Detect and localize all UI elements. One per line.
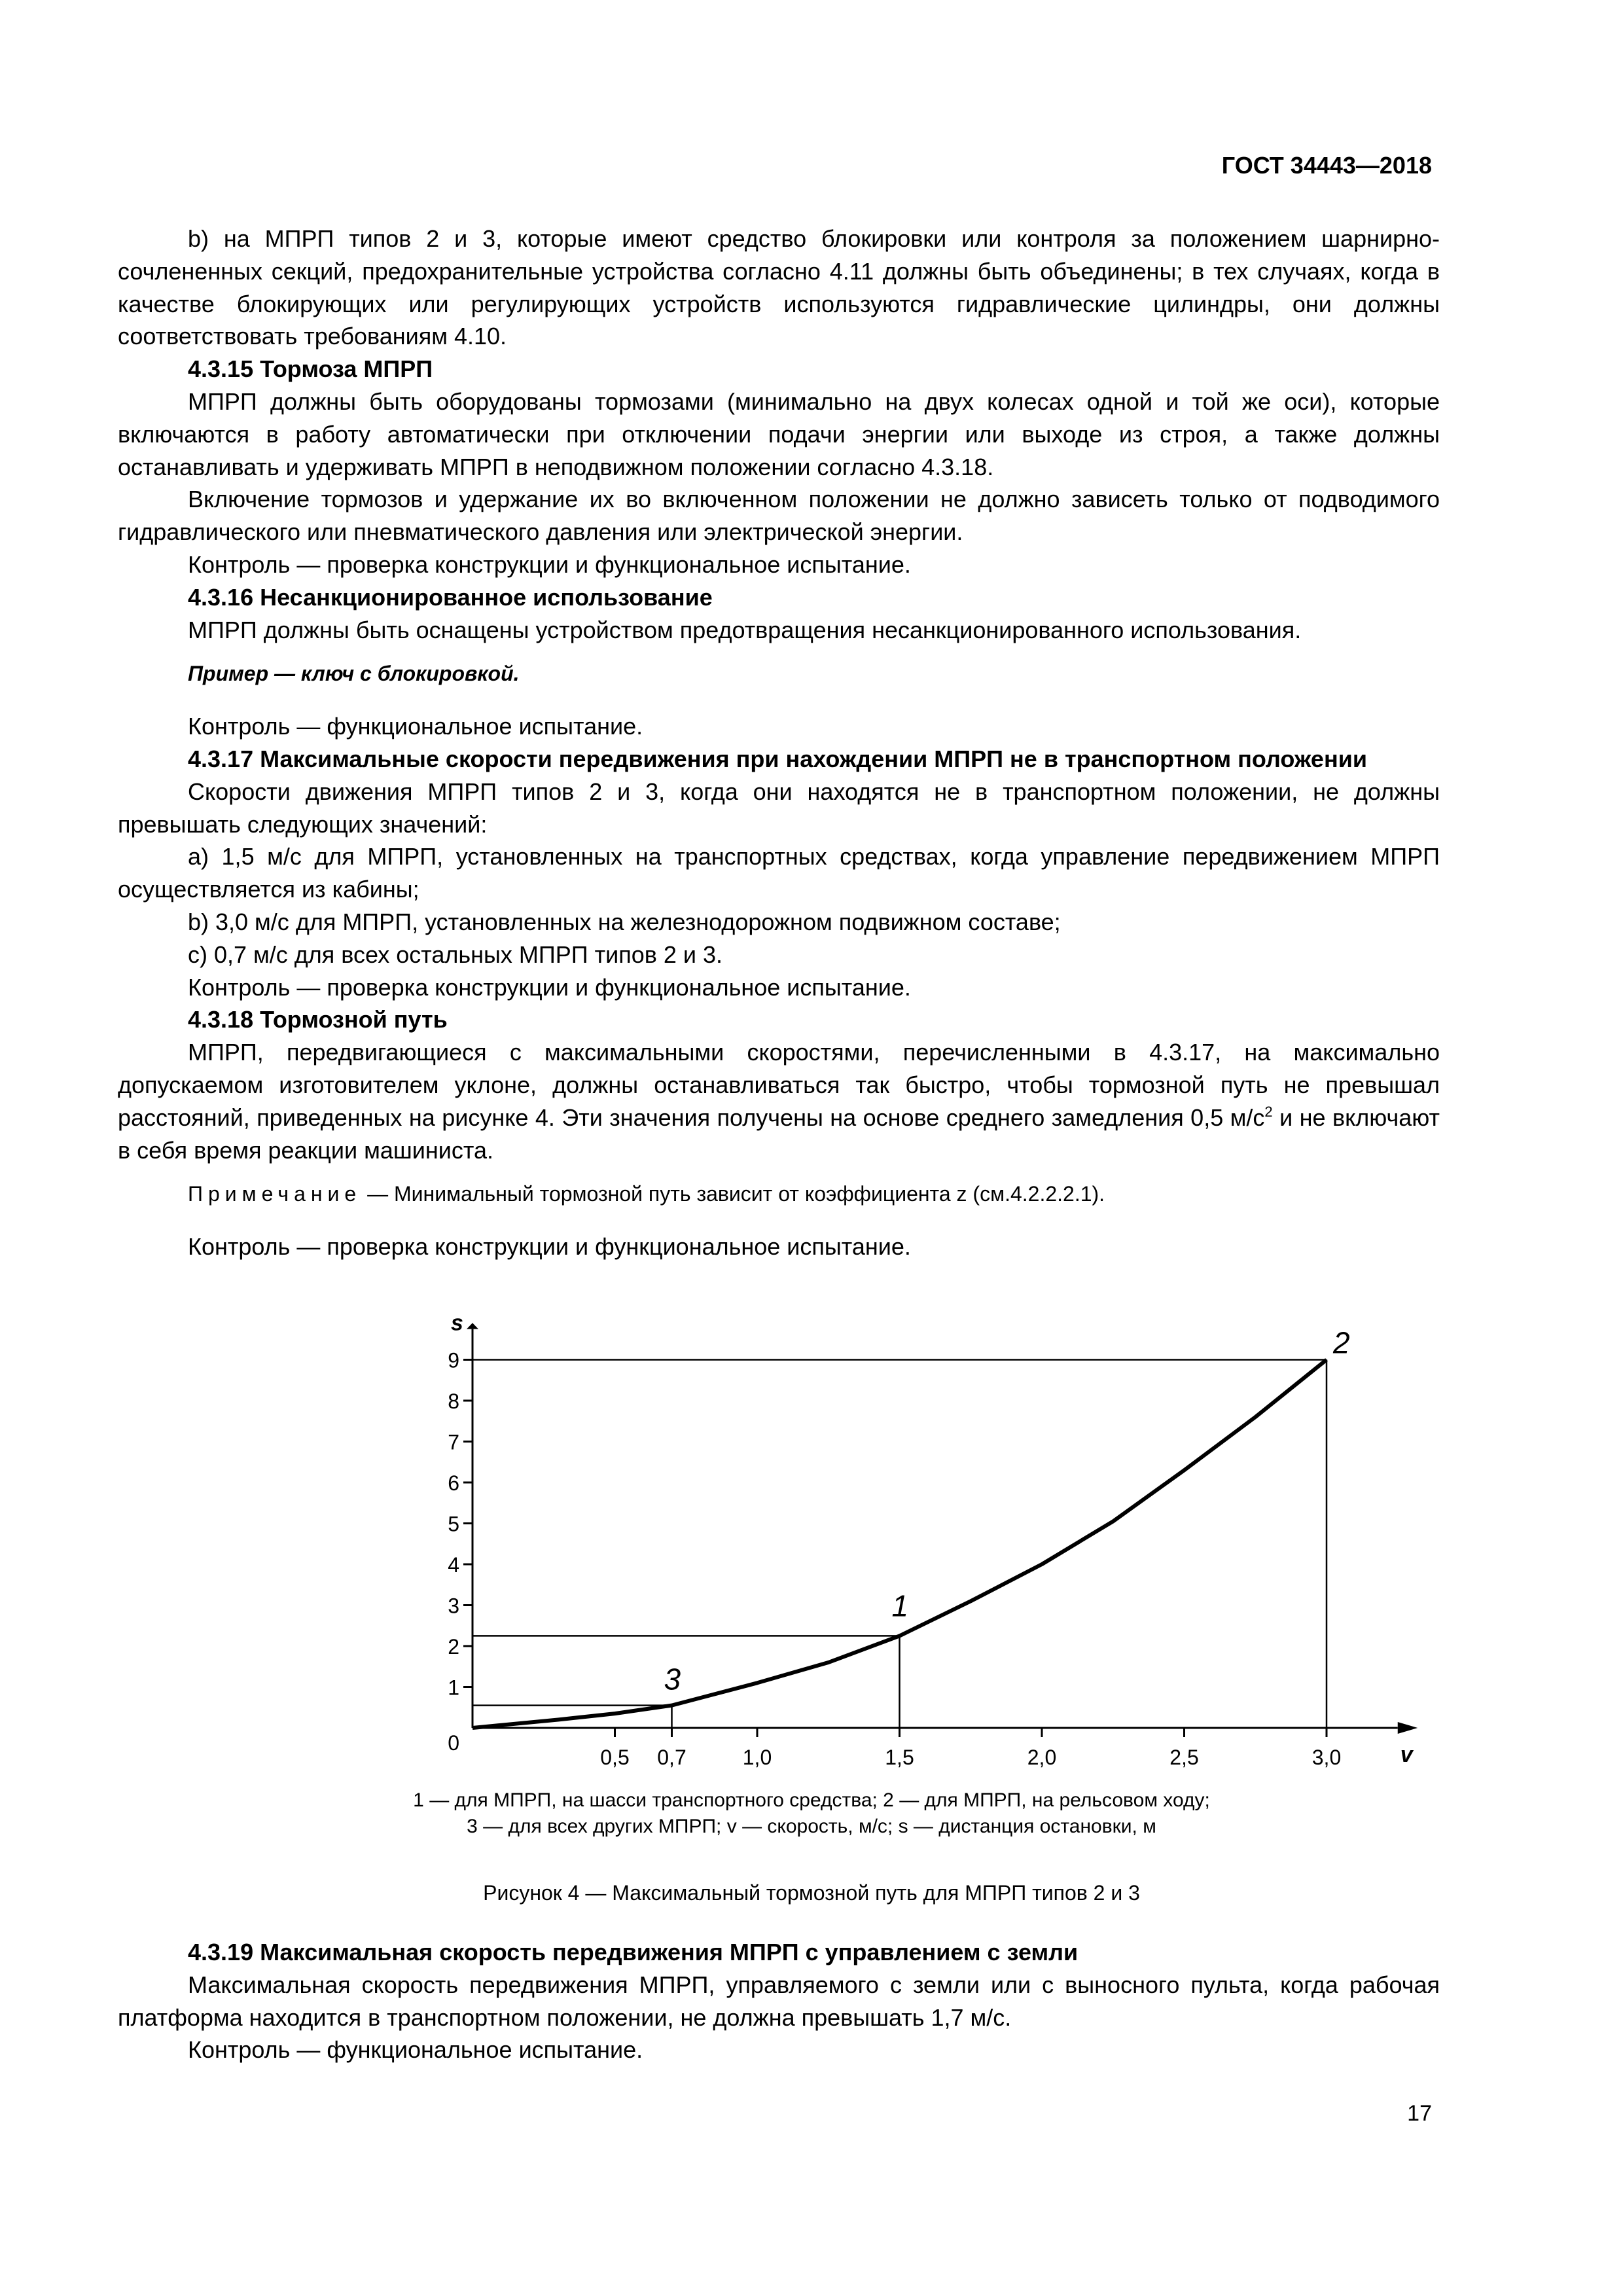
point-label: 2: [1333, 1325, 1350, 1360]
superscript: 2: [1264, 1103, 1273, 1120]
x-tick-label: 0,7: [657, 1746, 687, 1769]
paragraph: Контроль — функциональное испытание.: [188, 2036, 643, 2064]
section-heading: 4.3.18 Тормозной путь: [188, 1006, 448, 1033]
section-heading: 4.3.15 Тормоза МПРП: [188, 355, 433, 383]
x-tick-label: 2,0: [1027, 1746, 1057, 1769]
note-label: Примечание: [188, 1182, 362, 1206]
paragraph: Скорости движения МПРП типов 2 и 3, когда они находятся не в транспортном положении, не должны превышать следующих значений:: [118, 778, 1440, 838]
document-code: ГОСТ 34443—2018: [1221, 152, 1432, 179]
paragraph: Контроль — проверка конструкции и функциональное испытание.: [188, 550, 911, 578]
paragraph: Контроль — проверка конструкции и функциональное испытание.: [188, 1233, 911, 1261]
paragraph: b) на МПРП типов 2 и 3, которые имеют средство блокировки или контроля за положением шарнирно-сочлененных секций, предохранительные устройства согласно 4.11 должны быть объединены; в тех случаях, когда в качестве блокирующих или регулирующих устройств используются гидравлические цилиндры, они должны соответствовать требованиям 4.10.: [118, 225, 1440, 350]
x-axis-arrow: [1398, 1722, 1418, 1734]
origin-label: 0: [448, 1731, 459, 1755]
y-axis-label: s: [451, 1310, 463, 1336]
x-tick-label: 0,5: [600, 1746, 630, 1769]
x-axis-label: v: [1400, 1742, 1413, 1767]
list-item: c) 0,7 м/с для всех остальных МПРП типов 2 и 3.: [188, 941, 723, 968]
section-heading: 4.3.16 Несанкционированное использование: [188, 583, 713, 611]
y-tick-label: 1: [448, 1676, 459, 1700]
page-number: 17: [1407, 2101, 1432, 2126]
list-item: b) 3,0 м/с для МПРП, установленных на железнодорожном подвижном составе;: [188, 908, 1061, 935]
paragraph: Контроль — функциональное испытание.: [188, 713, 643, 740]
section-heading: 4.3.17 Максимальные скорости передвижения при нахождении МПРП не в транспортном положении: [188, 745, 1367, 772]
x-tick-label: 1,0: [742, 1746, 772, 1769]
section-heading: 4.3.19 Максимальная скорость передвижения МПРП с управлением с земли: [188, 1939, 1079, 1965]
figure-caption: Рисунок 4 — Максимальный тормозной путь для МПРП типов 2 и 3: [483, 1881, 1140, 1905]
paragraph: Контроль — проверка конструкции и функциональное испытание.: [188, 973, 911, 1001]
text-run: и не включают в себя время реакции машиниста.: [118, 1103, 1440, 1164]
paragraph: Максимальная скорость передвижения МПРП, управляемого с земли или с выносного пульта, когда рабочая платформа находится в транспортном положении, не должна превышать 1,7 м/с.: [118, 1971, 1440, 2031]
y-tick-label: 3: [448, 1594, 459, 1618]
x-tick-label: 1,5: [885, 1746, 914, 1769]
y-tick-label: 8: [448, 1390, 459, 1413]
y-tick-label: 2: [448, 1635, 459, 1659]
x-tick-label: 3,0: [1311, 1746, 1342, 1769]
x-tick-label: 2,5: [1169, 1746, 1199, 1769]
point-label: 3: [664, 1662, 681, 1696]
y-tick-label: 5: [448, 1512, 459, 1536]
paragraph: МПРП должны быть оснащены устройством предотвращения несанкционированного использования.: [188, 616, 1302, 643]
y-axis-arrow: [467, 1323, 478, 1329]
y-tick-label: 9: [448, 1348, 459, 1372]
y-tick-label: 4: [448, 1553, 459, 1577]
text-run: МПРП, передвигающиеся с максимальными скоростями, перечисленными в 4.3.17, на максимально допускаемом изготовителем уклоне, должны останавливаться так быстро, чтобы тормозной путь не превышал расстояний, приведенных на рисунке 4. Эти значения получены на основе среднего замедления 0,5 м/с: [118, 1039, 1440, 1131]
paragraph: Включение тормозов и удержание их во включенном положении не должно зависеть только от подводимого гидравлического или пневматического давления или электрической энергии.: [118, 486, 1440, 546]
list-item: a) 1,5 м/с для МПРП, установленных на транспортных средствах, когда управление передвижением МПРП осуществляется из кабины;: [118, 843, 1440, 903]
y-tick-label: 7: [448, 1430, 459, 1454]
paragraph: МПРП должны быть оборудованы тормозами (минимально на двух колесах одной и той же оси), которые включаются в работу автоматически при отключении подачи энергии или выходе из строя, а также должны останавливать и удерживать МПРП в неподвижном положении согласно 4.3.18.: [118, 387, 1440, 480]
figure-legend-line: 1 — для МПРП, на шасси транспортного средства; 2 — для МПРП, на рельсовом ходу;: [413, 1789, 1210, 1811]
y-tick-label: 6: [448, 1471, 459, 1495]
note-text: — Минимальный тормозной путь зависит от коэффициента z (см.4.2.2.2.1).: [361, 1182, 1105, 1206]
body-text-continued: [118, 1936, 1440, 2066]
point-label: 1: [891, 1588, 909, 1623]
example: Пример — ключ с блокировкой.: [188, 662, 520, 686]
figure-legend-line: 3 — для всех других МПРП; v — скорость, м/с; s — дистанция остановки, м: [467, 1816, 1156, 1837]
